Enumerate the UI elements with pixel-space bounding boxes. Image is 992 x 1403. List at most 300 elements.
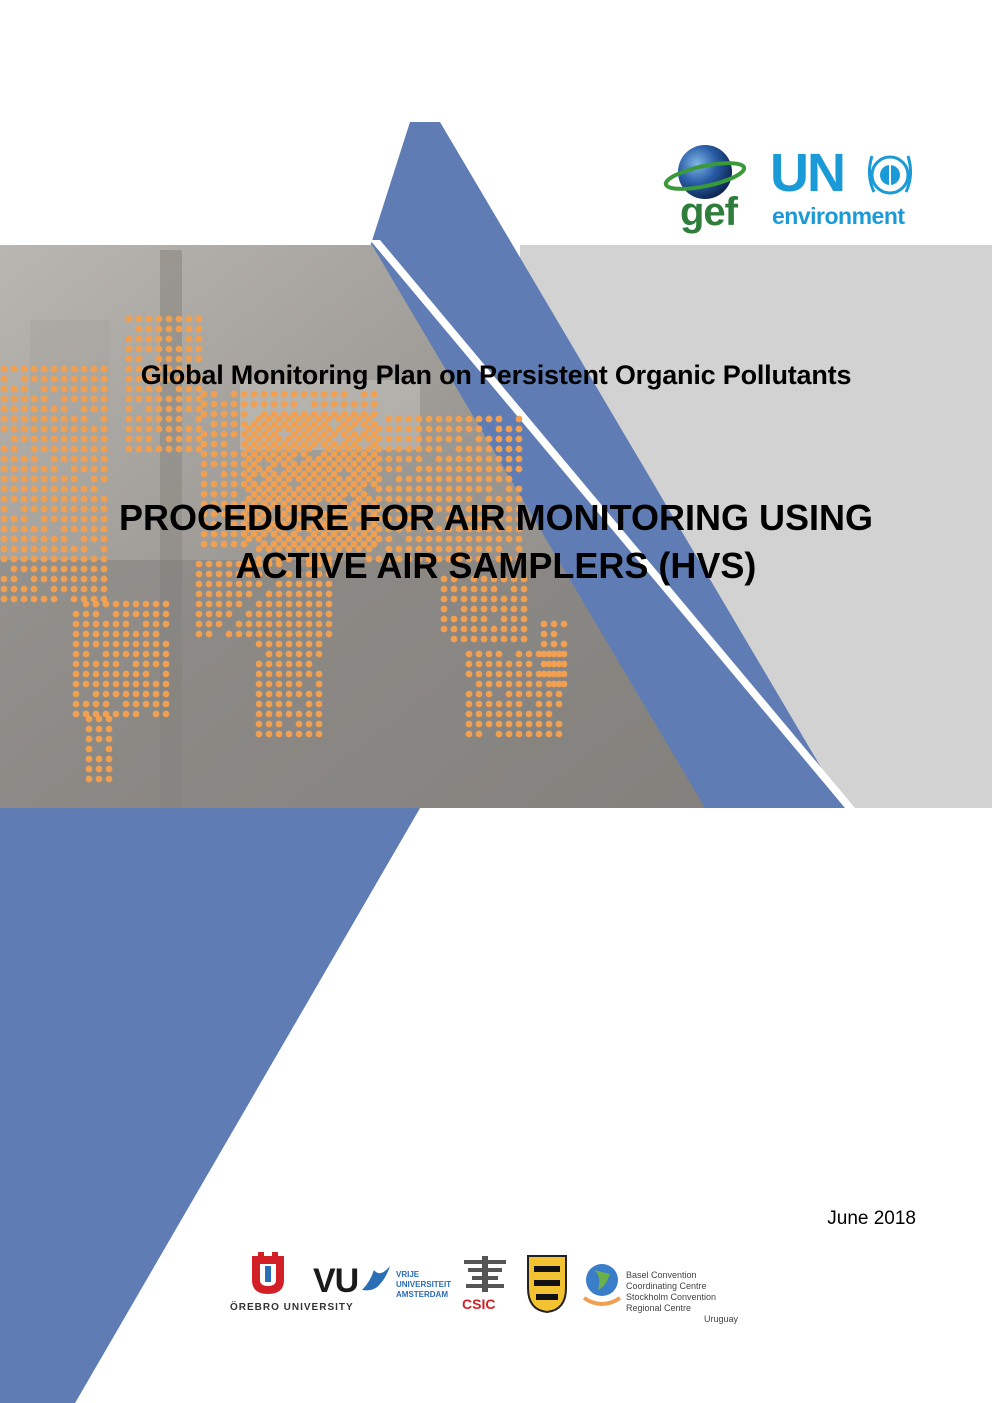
map-dot bbox=[71, 436, 78, 443]
vu-logo-text: VU bbox=[313, 1262, 359, 1300]
map-dot bbox=[51, 456, 58, 463]
map-dot bbox=[256, 721, 263, 728]
map-dot bbox=[256, 731, 263, 738]
map-dot bbox=[101, 456, 108, 463]
map-dot bbox=[276, 456, 283, 463]
map-dot bbox=[126, 416, 133, 423]
map-dot bbox=[256, 681, 263, 688]
map-dot bbox=[436, 466, 443, 473]
map-dot bbox=[476, 711, 483, 718]
baden-wuerttemberg-crest-icon bbox=[526, 1254, 568, 1314]
map-dot bbox=[143, 641, 150, 648]
map-dot bbox=[91, 476, 98, 483]
map-dot bbox=[371, 461, 378, 468]
map-dot bbox=[166, 406, 173, 413]
map-dot bbox=[51, 446, 58, 453]
map-dot bbox=[21, 416, 28, 423]
map-dot bbox=[246, 436, 253, 443]
map-dot bbox=[416, 446, 423, 453]
map-dot bbox=[311, 441, 318, 448]
map-dot bbox=[113, 631, 120, 638]
map-dot bbox=[471, 616, 478, 623]
map-dot bbox=[133, 661, 140, 668]
map-dot bbox=[526, 671, 533, 678]
map-dot bbox=[296, 661, 303, 668]
map-dot bbox=[476, 486, 483, 493]
map-dot bbox=[81, 446, 88, 453]
map-dot bbox=[31, 576, 38, 583]
map-dot bbox=[256, 621, 263, 628]
map-dot bbox=[551, 681, 558, 688]
map-dot bbox=[376, 466, 383, 473]
map-dot bbox=[73, 631, 80, 638]
map-dot bbox=[1, 546, 8, 553]
map-dot bbox=[546, 691, 553, 698]
map-dot bbox=[246, 446, 253, 453]
map-dot bbox=[86, 766, 93, 773]
map-dot bbox=[266, 731, 273, 738]
map-dot bbox=[476, 466, 483, 473]
map-dot bbox=[201, 441, 208, 448]
map-dot bbox=[73, 671, 80, 678]
map-dot bbox=[306, 601, 313, 608]
map-dot bbox=[476, 436, 483, 443]
map-dot bbox=[306, 731, 313, 738]
map-dot bbox=[93, 611, 100, 618]
map-dot bbox=[441, 626, 448, 633]
map-dot bbox=[41, 536, 48, 543]
map-dot bbox=[386, 446, 393, 453]
map-dot bbox=[496, 661, 503, 668]
map-dot bbox=[196, 631, 203, 638]
map-dot bbox=[296, 611, 303, 618]
map-dot bbox=[266, 456, 273, 463]
map-dot bbox=[286, 661, 293, 668]
map-dot bbox=[506, 466, 513, 473]
map-dot bbox=[361, 451, 368, 458]
map-dot bbox=[516, 691, 523, 698]
map-dot bbox=[426, 486, 433, 493]
map-dot bbox=[163, 681, 170, 688]
map-dot bbox=[81, 436, 88, 443]
map-dot bbox=[21, 436, 28, 443]
map-dot bbox=[266, 701, 273, 708]
map-dot bbox=[91, 446, 98, 453]
map-dot bbox=[221, 471, 228, 478]
map-dot bbox=[153, 691, 160, 698]
map-dot bbox=[246, 621, 253, 628]
map-dot bbox=[106, 756, 113, 763]
map-dot bbox=[271, 471, 278, 478]
map-dot bbox=[256, 691, 263, 698]
map-dot bbox=[126, 396, 133, 403]
map-dot bbox=[516, 456, 523, 463]
map-dot bbox=[491, 606, 498, 613]
map-dot bbox=[426, 416, 433, 423]
map-dot bbox=[196, 336, 203, 343]
map-dot bbox=[371, 411, 378, 418]
map-dot bbox=[201, 431, 208, 438]
map-dot bbox=[296, 621, 303, 628]
map-dot bbox=[361, 421, 368, 428]
map-dot bbox=[376, 436, 383, 443]
map-dot bbox=[276, 641, 283, 648]
map-dot bbox=[221, 421, 228, 428]
map-dot bbox=[21, 566, 28, 573]
map-dot bbox=[163, 701, 170, 708]
map-dot bbox=[61, 456, 68, 463]
map-dot bbox=[1, 426, 8, 433]
map-dot bbox=[41, 506, 48, 513]
map-dot bbox=[1, 486, 8, 493]
map-dot bbox=[321, 461, 328, 468]
map-dot bbox=[143, 701, 150, 708]
map-dot bbox=[506, 711, 513, 718]
map-dot bbox=[11, 416, 18, 423]
map-dot bbox=[466, 446, 473, 453]
map-dot bbox=[206, 611, 213, 618]
map-dot bbox=[516, 731, 523, 738]
map-dot bbox=[386, 426, 393, 433]
map-dot bbox=[306, 651, 313, 658]
map-dot bbox=[146, 426, 153, 433]
map-dot bbox=[31, 476, 38, 483]
map-dot bbox=[91, 436, 98, 443]
map-dot bbox=[356, 456, 363, 463]
map-dot bbox=[231, 461, 238, 468]
map-dot bbox=[123, 631, 130, 638]
map-dot bbox=[396, 426, 403, 433]
map-dot bbox=[153, 601, 160, 608]
map-dot bbox=[336, 486, 343, 493]
map-dot bbox=[166, 346, 173, 353]
map-dot bbox=[166, 436, 173, 443]
map-dot bbox=[41, 486, 48, 493]
map-dot bbox=[476, 426, 483, 433]
map-dot bbox=[101, 396, 108, 403]
map-dot bbox=[371, 401, 378, 408]
map-dot bbox=[326, 426, 333, 433]
map-dot bbox=[261, 471, 268, 478]
map-dot bbox=[276, 611, 283, 618]
map-dot bbox=[271, 441, 278, 448]
map-dot bbox=[73, 611, 80, 618]
map-dot bbox=[291, 461, 298, 468]
map-dot bbox=[143, 611, 150, 618]
map-dot bbox=[31, 446, 38, 453]
map-dot bbox=[106, 766, 113, 773]
map-dot bbox=[166, 336, 173, 343]
map-dot bbox=[11, 526, 18, 533]
map-dot bbox=[396, 416, 403, 423]
map-dot bbox=[286, 671, 293, 678]
map-dot bbox=[143, 651, 150, 658]
map-dot bbox=[301, 481, 308, 488]
map-dot bbox=[51, 506, 58, 513]
map-dot bbox=[31, 546, 38, 553]
map-dot bbox=[306, 446, 313, 453]
map-dot bbox=[321, 391, 328, 398]
map-dot bbox=[211, 401, 218, 408]
map-dot bbox=[256, 641, 263, 648]
map-dot bbox=[266, 711, 273, 718]
map-dot bbox=[41, 466, 48, 473]
map-dot bbox=[511, 616, 518, 623]
map-dot bbox=[476, 691, 483, 698]
map-dot bbox=[256, 661, 263, 668]
environment-logo-text: environment bbox=[772, 203, 905, 229]
map-dot bbox=[103, 631, 110, 638]
map-dot bbox=[406, 446, 413, 453]
map-dot bbox=[196, 316, 203, 323]
map-dot bbox=[216, 591, 223, 598]
map-dot bbox=[51, 566, 58, 573]
map-dot bbox=[266, 671, 273, 678]
map-dot bbox=[123, 641, 130, 648]
map-dot bbox=[266, 426, 273, 433]
map-dot bbox=[436, 436, 443, 443]
basel-convention-centre-text bbox=[626, 1270, 748, 1325]
map-dot bbox=[166, 396, 173, 403]
map-dot bbox=[551, 671, 558, 678]
map-dot bbox=[326, 436, 333, 443]
map-dot bbox=[246, 456, 253, 463]
map-dot bbox=[231, 451, 238, 458]
map-dot bbox=[61, 426, 68, 433]
map-dot bbox=[1, 456, 8, 463]
map-dot bbox=[51, 416, 58, 423]
map-dot bbox=[461, 616, 468, 623]
map-dot bbox=[281, 471, 288, 478]
map-dot bbox=[153, 711, 160, 718]
map-dot bbox=[366, 476, 373, 483]
map-dot bbox=[101, 416, 108, 423]
map-dot bbox=[451, 636, 458, 643]
map-dot bbox=[163, 711, 170, 718]
map-dot bbox=[31, 526, 38, 533]
map-dot bbox=[301, 391, 308, 398]
map-dot bbox=[296, 446, 303, 453]
map-dot bbox=[246, 591, 253, 598]
map-dot bbox=[506, 661, 513, 668]
map-dot bbox=[486, 416, 493, 423]
map-dot bbox=[51, 436, 58, 443]
map-dot bbox=[196, 406, 203, 413]
map-dot bbox=[231, 411, 238, 418]
map-dot bbox=[31, 506, 38, 513]
map-dot bbox=[11, 566, 18, 573]
map-dot bbox=[266, 661, 273, 668]
map-dot bbox=[206, 621, 213, 628]
map-dot bbox=[521, 616, 528, 623]
map-dot bbox=[41, 406, 48, 413]
map-dot bbox=[153, 611, 160, 618]
map-dot bbox=[83, 671, 90, 678]
map-dot bbox=[1, 596, 8, 603]
map-dot bbox=[1, 406, 8, 413]
map-dot bbox=[476, 681, 483, 688]
basel-line1: Basel Convention Coordinating Centre bbox=[626, 1270, 707, 1291]
map-dot bbox=[153, 661, 160, 668]
map-dot bbox=[386, 486, 393, 493]
map-dot bbox=[341, 391, 348, 398]
map-dot bbox=[341, 461, 348, 468]
map-dot bbox=[476, 731, 483, 738]
map-dot bbox=[346, 476, 353, 483]
map-dot bbox=[61, 486, 68, 493]
map-dot bbox=[541, 671, 548, 678]
map-dot bbox=[466, 711, 473, 718]
map-dot bbox=[426, 446, 433, 453]
map-dot bbox=[266, 641, 273, 648]
map-dot bbox=[186, 426, 193, 433]
document-subtitle: Global Monitoring Plan on Persistent Organic Pollutants bbox=[140, 360, 852, 390]
map-dot bbox=[466, 731, 473, 738]
map-dot bbox=[51, 466, 58, 473]
map-dot bbox=[396, 466, 403, 473]
map-dot bbox=[231, 391, 238, 398]
map-dot bbox=[206, 601, 213, 608]
map-dot bbox=[101, 426, 108, 433]
map-dot bbox=[276, 416, 283, 423]
map-dot bbox=[291, 411, 298, 418]
map-dot bbox=[206, 631, 213, 638]
map-dot bbox=[506, 681, 513, 688]
map-dot bbox=[346, 486, 353, 493]
map-dot bbox=[291, 441, 298, 448]
map-dot bbox=[211, 421, 218, 428]
map-dot bbox=[156, 446, 163, 453]
map-dot bbox=[241, 401, 248, 408]
vu-university-name bbox=[396, 1270, 451, 1300]
map-dot bbox=[143, 661, 150, 668]
document-title-line1: PROCEDURE FOR AIR MONITORING USING bbox=[118, 497, 874, 538]
map-dot bbox=[106, 736, 113, 743]
map-dot bbox=[21, 526, 28, 533]
map-dot bbox=[416, 416, 423, 423]
map-dot bbox=[506, 476, 513, 483]
map-dot bbox=[123, 681, 130, 688]
map-dot bbox=[21, 536, 28, 543]
map-dot bbox=[256, 446, 263, 453]
map-dot bbox=[336, 426, 343, 433]
map-dot bbox=[316, 671, 323, 678]
map-dot bbox=[113, 651, 120, 658]
map-dot bbox=[156, 346, 163, 353]
map-dot bbox=[143, 691, 150, 698]
map-dot bbox=[316, 436, 323, 443]
map-dot bbox=[226, 611, 233, 618]
map-dot bbox=[31, 426, 38, 433]
map-dot bbox=[241, 421, 248, 428]
map-dot bbox=[196, 326, 203, 333]
map-dot bbox=[466, 486, 473, 493]
map-dot bbox=[281, 451, 288, 458]
map-dot bbox=[316, 591, 323, 598]
map-dot bbox=[346, 466, 353, 473]
map-dot bbox=[251, 461, 258, 468]
map-dot bbox=[486, 486, 493, 493]
map-dot bbox=[256, 671, 263, 678]
map-dot bbox=[351, 431, 358, 438]
un-logo-text: UN bbox=[770, 143, 844, 203]
map-dot bbox=[123, 701, 130, 708]
map-dot bbox=[246, 426, 253, 433]
map-dot bbox=[256, 486, 263, 493]
map-dot bbox=[266, 601, 273, 608]
map-dot bbox=[11, 476, 18, 483]
map-dot bbox=[281, 481, 288, 488]
map-dot bbox=[31, 416, 38, 423]
map-dot bbox=[271, 461, 278, 468]
map-dot bbox=[271, 401, 278, 408]
map-dot bbox=[96, 726, 103, 733]
map-dot bbox=[261, 481, 268, 488]
map-dot bbox=[41, 416, 48, 423]
map-dot bbox=[306, 621, 313, 628]
map-dot bbox=[296, 631, 303, 638]
map-dot bbox=[201, 391, 208, 398]
map-dot bbox=[516, 681, 523, 688]
map-dot bbox=[351, 451, 358, 458]
map-dot bbox=[306, 436, 313, 443]
map-dot bbox=[31, 556, 38, 563]
map-dot bbox=[311, 481, 318, 488]
map-dot bbox=[356, 446, 363, 453]
map-dot bbox=[516, 446, 523, 453]
map-dot bbox=[126, 436, 133, 443]
map-dot bbox=[61, 446, 68, 453]
map-dot bbox=[326, 466, 333, 473]
map-dot bbox=[426, 476, 433, 483]
map-dot bbox=[31, 596, 38, 603]
map-dot bbox=[511, 596, 518, 603]
map-dot bbox=[331, 391, 338, 398]
map-dot bbox=[83, 701, 90, 708]
map-dot bbox=[21, 426, 28, 433]
map-dot bbox=[11, 486, 18, 493]
map-dot bbox=[451, 596, 458, 603]
map-dot bbox=[551, 651, 558, 658]
map-dot bbox=[476, 456, 483, 463]
map-dot bbox=[376, 486, 383, 493]
map-dot bbox=[461, 626, 468, 633]
map-dot bbox=[211, 461, 218, 468]
map-dot bbox=[156, 336, 163, 343]
map-dot bbox=[201, 471, 208, 478]
map-dot bbox=[301, 431, 308, 438]
map-dot bbox=[196, 426, 203, 433]
map-dot bbox=[31, 496, 38, 503]
map-dot bbox=[536, 691, 543, 698]
map-dot bbox=[21, 506, 28, 513]
map-dot bbox=[186, 346, 193, 353]
map-dot bbox=[81, 416, 88, 423]
map-dot bbox=[386, 436, 393, 443]
map-dot bbox=[386, 456, 393, 463]
map-dot bbox=[163, 601, 170, 608]
gef-logo-text: gef bbox=[680, 190, 737, 234]
map-dot bbox=[101, 476, 108, 483]
map-dot bbox=[1, 576, 8, 583]
map-dot bbox=[536, 701, 543, 708]
map-dot bbox=[321, 421, 328, 428]
map-dot bbox=[241, 391, 248, 398]
map-dot bbox=[256, 631, 263, 638]
map-dot bbox=[306, 476, 313, 483]
map-dot bbox=[486, 456, 493, 463]
map-dot bbox=[281, 441, 288, 448]
